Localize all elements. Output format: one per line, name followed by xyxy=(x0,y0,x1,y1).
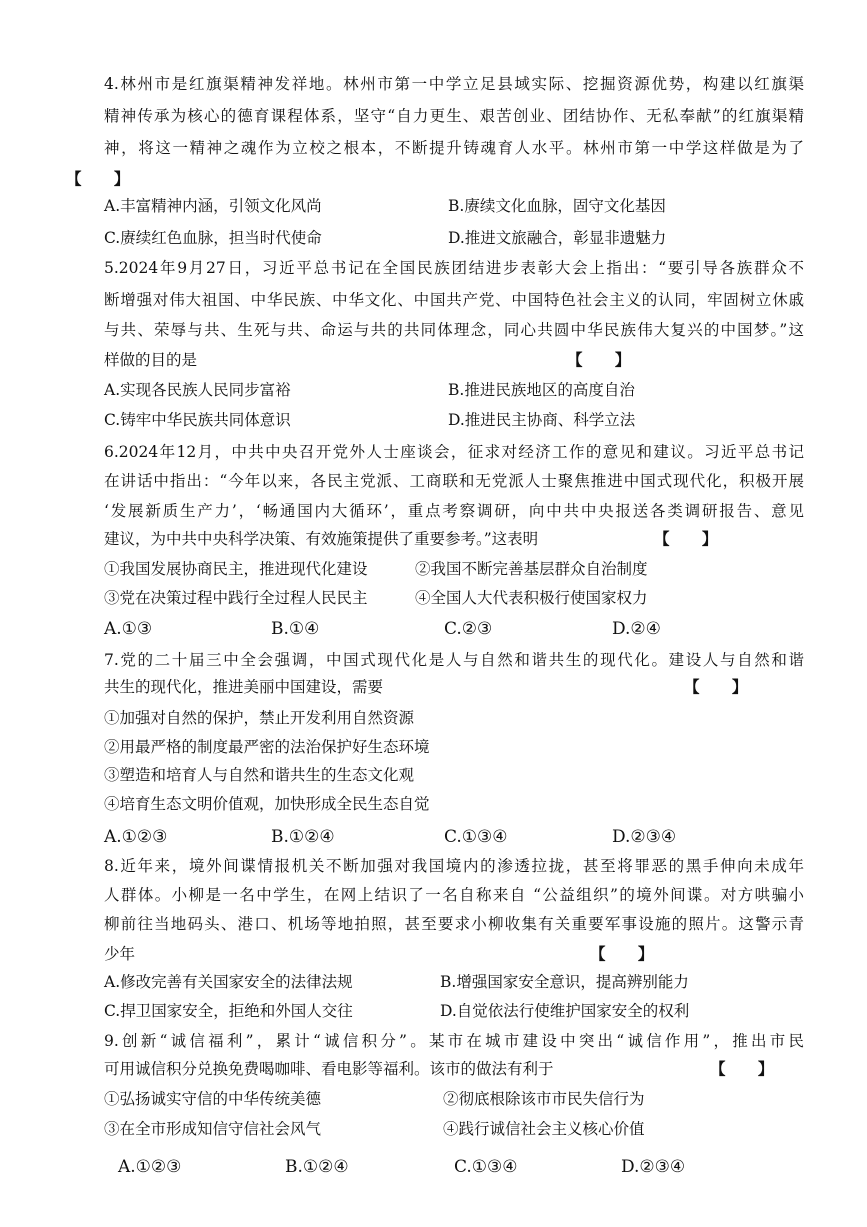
option-a[interactable]: A.修改完善有关国家安全的法律法规 xyxy=(104,973,353,991)
question-stem-line: 6.2024年12月，中共中央召开党外人士座谈会，征求对经济工作的意见和建议。习近平总书记 xyxy=(104,443,804,461)
question-stem-line: 断增强对伟大祖国、中华民族、中华文化、中国共产党、中国特色社会主义的认同，牢固树立休戚 xyxy=(104,291,804,309)
answer-bracket: 【 】 xyxy=(710,1059,774,1078)
question-stem-line: 人群体。小柳是一名中学生，在网上结识了一名自称来自 “公益组织”的境外间谍。对方哄骗小 xyxy=(104,886,804,904)
option-a[interactable]: A.丰富精神内涵，引领文化风尚 xyxy=(104,197,322,215)
question-stem-line: 精神传承为核心的德育课程体系，坚守“自力更生、艰苦创业、团结协作、无私奉献”的红旗渠精 xyxy=(104,107,804,125)
option-c[interactable]: C.赓续红色血脉，担当时代使命 xyxy=(104,229,322,247)
option-d[interactable]: D.自觉依法行使维护国家安全的权利 xyxy=(440,1002,690,1020)
statement-3: ③塑造和培育人与自然和谐共生的生态文化观 xyxy=(104,766,415,784)
option-c[interactable]: C.铸牢中华民族共同体意识 xyxy=(104,411,291,429)
answer-bracket: 【 】 xyxy=(66,169,130,188)
statement-1: ①加强对自然的保护，禁止开发利用自然资源 xyxy=(104,709,415,727)
choice-a[interactable]: A.①②③ xyxy=(104,827,168,847)
choice-d[interactable]: D.②③④ xyxy=(612,827,677,847)
option-c[interactable]: C.捍卫国家安全，拒绝和外国人交往 xyxy=(104,1002,353,1020)
question-stem-line: 少年 xyxy=(104,945,136,963)
question-stem-line: 与共、荣辱与共、生死与共、命运与共的共同体理念，同心共圆中华民族伟大复兴的中国梦。”这 xyxy=(104,321,804,339)
choice-c[interactable]: C.①③④ xyxy=(454,1157,518,1177)
option-b[interactable]: B.推进民族地区的高度自治 xyxy=(448,381,635,399)
option-b[interactable]: B.赓续文化血脉，固守文化基因 xyxy=(448,197,666,215)
choice-d[interactable]: D.②④ xyxy=(612,619,661,639)
question-stem-line: 柳前往当地码头、港口、机场等地拍照，甚至要求小柳收集有关重要军事设施的照片。这警示青 xyxy=(104,915,804,933)
question-stem-line: 在讲话中指出：“今年以来，各民主党派、工商联和无党派人士聚焦推进中国式现代化，积极开展 xyxy=(104,472,804,490)
question-stem-line: 神，将这一精神之魂作为立校之根本，不断提升铸魂育人水平。林州市第一中学这样做是为了 xyxy=(104,139,804,157)
choice-a[interactable]: A.①③ xyxy=(104,619,153,639)
answer-bracket: 【 】 xyxy=(684,677,748,696)
statement-3: ③党在决策过程中践行全过程人民民主 xyxy=(104,589,368,607)
answer-bracket: 【 】 xyxy=(567,350,631,369)
option-a[interactable]: A.实现各民族人民同步富裕 xyxy=(104,381,291,399)
statement-2: ②我国不断完善基层群众自治制度 xyxy=(415,560,648,578)
answer-bracket: 【 】 xyxy=(590,944,654,963)
statement-3: ③在全市形成知信守信社会风气 xyxy=(104,1120,322,1138)
question-stem-line: 8.近年来，境外间谍情报机关不断加强对我国境内的渗透拉拢，甚至将罪恶的黑手伸向未成年 xyxy=(104,857,804,875)
choice-b[interactable]: B.①②④ xyxy=(285,1157,349,1177)
choice-c[interactable]: C.②③ xyxy=(444,619,493,639)
question-stem-line: 4.林州市是红旗渠精神发祥地。林州市第一中学立足县域实际、挖掘资源优势，构建以红旗渠 xyxy=(104,75,804,93)
option-d[interactable]: D.推进文旅融合，彰显非遗魅力 xyxy=(448,229,667,247)
statement-4: ④培育生态文明价值观，加快形成全民生态自觉 xyxy=(104,795,430,813)
choice-b[interactable]: B.①④ xyxy=(271,619,320,639)
statement-1: ①我国发展协商民主，推进现代化建设 xyxy=(104,560,368,578)
question-stem-line: 共生的现代化，推进美丽中国建设，需要 xyxy=(104,678,384,696)
question-stem-line: 7.党的二十届三中全会强调，中国式现代化是人与自然和谐共生的现代化。建设人与自然和谐 xyxy=(104,651,804,669)
statement-4: ④全国人大代表积极行使国家权力 xyxy=(415,589,648,607)
answer-bracket: 【 】 xyxy=(654,529,718,548)
question-stem-line: 样做的目的是 xyxy=(104,351,198,369)
question-stem-line: 建议，为中共中央科学决策、有效施策提供了重要参考。”这表明 xyxy=(104,530,539,548)
question-stem-line: 5.2024年9月27日，习近平总书记在全国民族团结进步表彰大会上指出：“要引导各族群众不 xyxy=(104,259,804,277)
statement-2: ②用最严格的制度最严密的法治保护好生态环境 xyxy=(104,738,430,756)
question-stem-line: ‘发展新质生产力’，‘畅通国内大循环’，重点考察调研，向中共中央报送各类调研报告、意见 xyxy=(104,502,804,520)
option-b[interactable]: B.增强国家安全意识，提高辨别能力 xyxy=(440,973,689,991)
statement-4: ④践行诚信社会主义核心价值 xyxy=(443,1120,645,1138)
question-stem-line: 9.创新“诚信福利”，累计“诚信积分”。某市在城市建设中突出“诚信作用”，推出市民 xyxy=(104,1032,804,1050)
question-stem-line: 可用诚信积分兑换免费喝咖啡、看电影等福利。该市的做法有利于 xyxy=(104,1060,554,1078)
choice-c[interactable]: C.①③④ xyxy=(444,827,508,847)
option-d[interactable]: D.推进民主协商、科学立法 xyxy=(448,411,636,429)
choice-b[interactable]: B.①②④ xyxy=(271,827,335,847)
statement-1: ①弘扬诚实守信的中华传统美德 xyxy=(104,1090,322,1108)
choice-a[interactable]: A.①②③ xyxy=(118,1157,182,1177)
choice-d[interactable]: D.②③④ xyxy=(621,1157,686,1177)
statement-2: ②彻底根除该市市民失信行为 xyxy=(443,1090,645,1108)
